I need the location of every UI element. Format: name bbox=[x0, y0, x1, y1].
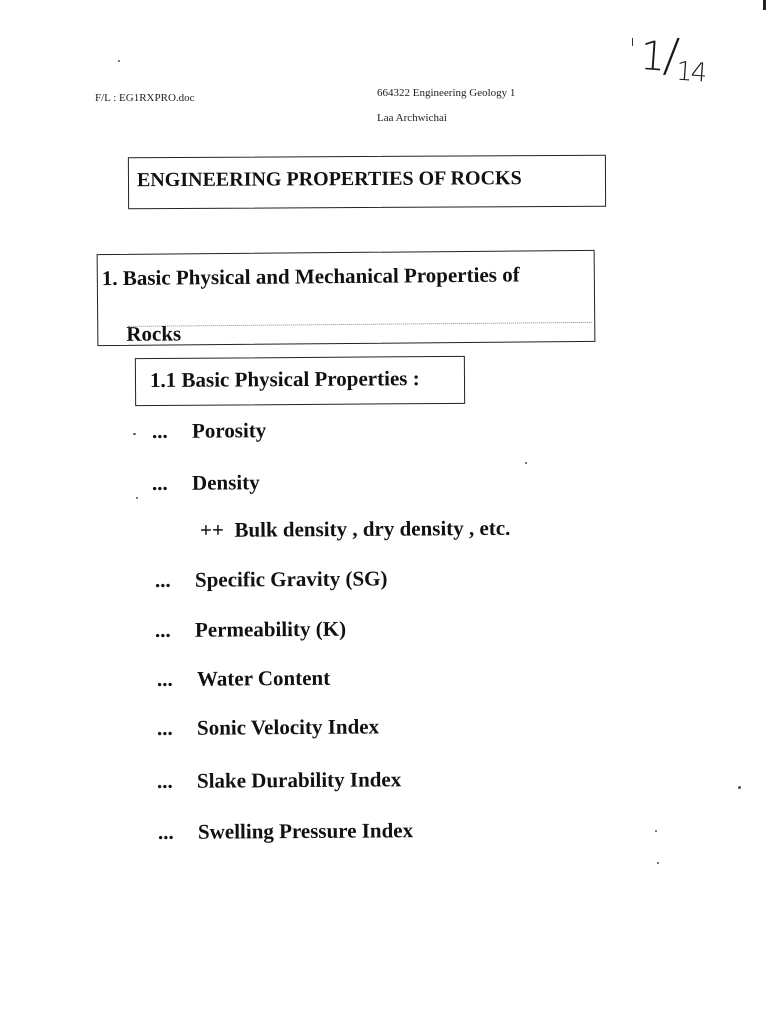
list-item bbox=[155, 617, 346, 643]
pen-tick-mark bbox=[632, 38, 633, 46]
sub-bullet-marker: ++ bbox=[199, 517, 225, 542]
handwritten-page-number bbox=[638, 27, 708, 89]
header-course: 664322 Engineering Geology 1 bbox=[377, 87, 516, 99]
list-item bbox=[157, 767, 401, 794]
scan-speck bbox=[738, 786, 741, 789]
page-number-slash: / bbox=[661, 27, 680, 83]
page-number-total: 14 bbox=[675, 56, 707, 89]
section-dotted-rule bbox=[128, 322, 592, 327]
list-item-label: Specific Gravity (SG) bbox=[194, 566, 388, 592]
sub-list-item-label: Bulk density , dry density , etc. bbox=[234, 515, 511, 542]
scan-speck bbox=[525, 462, 527, 464]
header-author: Laa Archwichai bbox=[377, 112, 447, 124]
bullet-marker: ... bbox=[154, 617, 171, 642]
list-item-label: Porosity bbox=[191, 418, 267, 443]
list-item-label: Water Content bbox=[196, 665, 331, 691]
bullet-marker: ... bbox=[156, 666, 173, 691]
list-item bbox=[158, 818, 413, 845]
list-item bbox=[152, 470, 260, 496]
list-item-label: Slake Durability Index bbox=[196, 767, 402, 793]
list-item-label: Density bbox=[191, 470, 260, 495]
bullet-marker: ... bbox=[156, 768, 173, 793]
list-item bbox=[155, 566, 388, 593]
section-heading-line-1: 1. Basic Physical and Mechanical Properties of bbox=[101, 262, 520, 291]
bullet-marker: ... bbox=[156, 715, 173, 740]
header-file-name: F/L : EG1RXPRO.doc bbox=[95, 92, 195, 104]
sub-list-item bbox=[200, 516, 511, 543]
bullet-marker: ... bbox=[151, 418, 168, 443]
list-item bbox=[157, 714, 379, 741]
section-heading-box bbox=[97, 250, 596, 346]
scan-edge-mark bbox=[763, 0, 766, 10]
bullet-marker: ... bbox=[157, 819, 174, 844]
list-item-label: Permeability (K) bbox=[194, 616, 347, 642]
subsection-heading: 1.1 Basic Physical Properties : bbox=[149, 366, 420, 393]
bullet-marker: ... bbox=[154, 567, 171, 592]
section-heading-line-2: Rocks bbox=[126, 321, 182, 346]
document-title: ENGINEERING PROPERTIES OF ROCKS bbox=[136, 167, 522, 192]
scan-speck bbox=[133, 433, 136, 435]
bullet-marker: ... bbox=[151, 470, 168, 495]
list-item-label: Sonic Velocity Index bbox=[196, 714, 380, 740]
title-box bbox=[128, 155, 606, 210]
list-item bbox=[157, 666, 330, 692]
list-item bbox=[152, 418, 266, 444]
scan-speck bbox=[118, 60, 120, 62]
page-number-current: 1 bbox=[638, 32, 666, 81]
scan-speck bbox=[655, 830, 657, 832]
scan-speck bbox=[136, 497, 138, 499]
subsection-heading-box bbox=[135, 356, 465, 406]
list-item-label: Swelling Pressure Index bbox=[197, 818, 414, 844]
scan-speck bbox=[657, 862, 659, 864]
